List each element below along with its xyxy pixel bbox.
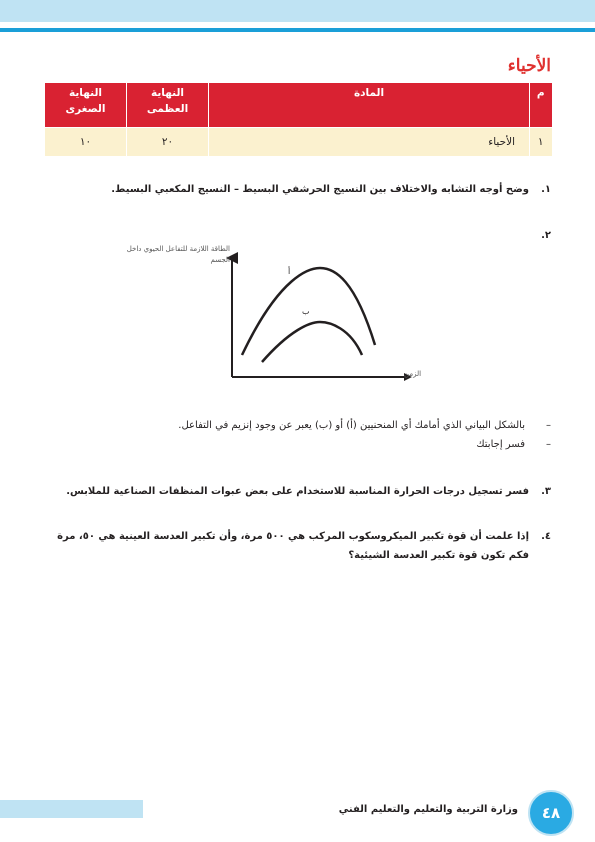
question-text: فسر تسجيل درجات الحرارة المناسبة للاستخدام على بعض عبوات المنظفات الصناعية للملابس. — [66, 486, 529, 497]
cell-subject: الأحياء — [209, 128, 530, 157]
sub-question-2 — [51, 436, 551, 454]
question-number: ٤. — [541, 531, 551, 542]
cell-max: ٢٠ — [127, 128, 209, 157]
cell-index: ١ — [530, 128, 552, 157]
sub-dash: – — [546, 439, 551, 450]
header-max — [127, 83, 209, 128]
question-text: وضح أوجه التشابه والاختلاف بين النسيج الحرشفي البسيط – النسيج المكعبي البسيط. — [111, 184, 529, 195]
header-subject: المادة — [209, 83, 530, 128]
cell-min: ١٠ — [45, 128, 127, 157]
x-axis-label: الزمن — [404, 370, 422, 378]
sub-question-text: فسر إجابتك — [476, 439, 525, 450]
header-min — [45, 83, 127, 128]
question-number: ٢. — [541, 230, 551, 241]
header-max-line1: النهاية — [150, 87, 184, 99]
sub-dash: – — [546, 420, 551, 431]
question-1 — [41, 180, 551, 199]
curve-b-label: ب — [302, 307, 310, 316]
question-number: ١. — [541, 184, 551, 195]
question-number: ٣. — [541, 486, 551, 497]
sub-question-text: بالشكل البياني الذي أمامك أي المنحنيين (أ) أو (ب) يعبر عن وجود إنزيم في التفاعل. — [178, 420, 525, 431]
curve-b — [262, 322, 362, 362]
question-4 — [41, 527, 551, 565]
top-band — [0, 0, 595, 22]
header-min-line1: النهاية — [68, 87, 102, 99]
top-rule — [0, 28, 595, 32]
page-title: الأحياء — [507, 56, 551, 76]
table-row — [45, 128, 552, 157]
grades-table — [44, 83, 552, 156]
question-3 — [41, 482, 551, 501]
curve-a-label: أ — [288, 267, 291, 276]
header-index: م — [530, 83, 552, 128]
footer-ministry: وزارة التربية والتعليم والتعليم الفني — [338, 804, 518, 815]
sub-question-1 — [51, 417, 551, 435]
table-header-row — [45, 83, 552, 128]
question-text: إذا علمت أن قوة تكبير الميكروسكوب المركب هي ٥٠٠ مرة، وأن تكبير العدسة العينية هي ٥٠، مرة فكم تكون قوة تكبير العدسة الشيئية؟ — [57, 531, 529, 561]
header-min-line2: الصغرى — [65, 103, 106, 116]
y-axis-label: الطاقة اللازمة للتفاعل الحيوي داخل الجسم — [126, 245, 230, 264]
footer-bar — [0, 800, 143, 818]
page-number: ٤٨ — [528, 790, 574, 836]
header-max-line2: العظمى — [146, 103, 189, 116]
energy-diagram — [126, 240, 440, 390]
